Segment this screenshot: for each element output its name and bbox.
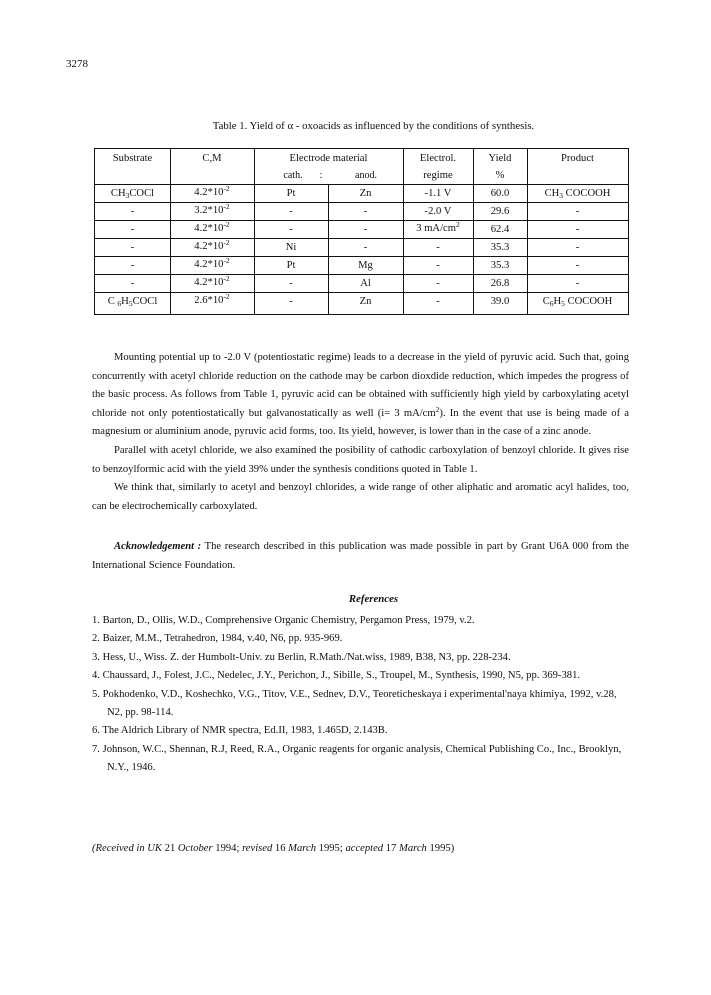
cell-substrate: - [130, 206, 135, 217]
cell-product: - [575, 206, 580, 217]
paragraph: Mounting potential up to -2.0 V (potentiostatic regime) leads to a decrease in the yield of pyruvic acid. Such that, going concurrently with acetyl chloride reduction on the cathode may be carbon dioxdide reduction, which impedes the progress of the basic process. As follows from Table 1, pyruvic acid can be obtained with sufficiently high yield by carboxylating acetyl chloride not only potentiostatically but galvanostatically as well (i= 3 $mA/cm^2$). In the event that use is being made of a magnesium or aluminium anode, pyruvic acid forms, too. Its yield, however, is lower than in the case of a zinc anode. [92, 352, 629, 438]
reference-item: 3. Hess, U., Wiss. Z. der Humbolt-Univ. zu Berlin, R.Math./Nat.wiss, 1989, B38, N3, pp. 228-234. [92, 651, 511, 663]
cell-cathode: Pt [286, 188, 296, 199]
cell-product: - [575, 224, 580, 235]
cell-cathode: Pt [286, 260, 296, 271]
cell-concentration: $4.2*10^{-2}$ [194, 274, 230, 288]
cell-substrate: $CH_3COCl$ [110, 188, 155, 200]
body-text [92, 349, 629, 516]
reference-item: 4. Chaussard, J., Folest, J.C., Nedelec, J.Y., Perichon, J., Sibille, S., Troupel, M., Synthesis, 1990, N5, pp. 369-381. [92, 670, 581, 682]
reference-item: 5. Pokhodenko, V.D., Koshechko, V.G., Titov, V.E., Sednev, D.V., Teoreticheskaya i experimental'naya khimiya, 1992, v.28, N2, pp. 98-114. [92, 688, 617, 719]
cell-yield: 35.3 [490, 242, 510, 253]
acknowledgement-label: Acknowledgement : [114, 541, 202, 552]
cell-substrate: - [130, 224, 135, 235]
cell-concentration: $4.2*10^{-2}$ [194, 238, 230, 252]
table-rule [95, 256, 628, 257]
cell-regime: -2.0 V [424, 206, 452, 217]
header-anode: anod. [355, 170, 377, 181]
header-electrolysis: Electrol. [419, 153, 457, 164]
header-percent: % [495, 170, 505, 181]
cell-cathode: Ni [285, 242, 297, 253]
page-number: 3278 [66, 58, 88, 70]
header-electrode-material: Electrode material [289, 153, 368, 164]
header-cathode: cath. [283, 170, 303, 181]
cell-concentration: $4.2*10^{-2}$ [194, 256, 230, 270]
cell-cathode: - [289, 296, 293, 307]
paragraph: We think that, similarly to acetyl and benzoyl chlorides, a wide range of other aliphatic and aromatic acyl halides, too, can be electrochemically carboxylated. [92, 482, 629, 512]
cell-anode: Al [360, 278, 371, 289]
table-rule [95, 184, 628, 185]
cell-yield: 62.4 [490, 224, 510, 235]
header-regime: regime [423, 170, 453, 181]
cell-cathode: - [289, 224, 293, 235]
table-rule [95, 238, 628, 239]
cell-yield: 29.6 [490, 206, 510, 217]
cell-concentration: $4.2*10^{-2}$ [194, 220, 230, 234]
cell-regime: -1.1 V [424, 188, 452, 199]
reference-item: 2. Baizer, M.M., Tetrahedron, 1984, v.40, N6, pp. 935-969. [92, 633, 343, 645]
cell-yield: 26.8 [490, 278, 510, 289]
cell-anode: - [363, 224, 368, 235]
acknowledgement [92, 538, 629, 575]
references-list [92, 612, 629, 778]
header-concentration: C,M [202, 153, 222, 164]
table-rule [95, 220, 628, 221]
cell-regime: - [436, 242, 440, 253]
header-yield: Yield [488, 153, 512, 164]
cell-anode: Zn [359, 296, 372, 307]
header-separator: : [319, 170, 323, 181]
cell-substrate: - [130, 260, 135, 271]
cell-substrate: - [130, 242, 135, 253]
table-rule [95, 274, 628, 275]
cell-product: - [575, 260, 580, 271]
reference-item: 1. Barton, D., Ollis, W.D., Comprehensive Organic Chemistry, Pergamon Press, 1979, v.2. [92, 615, 475, 626]
table-caption-suffix: - oxoacids as influenced by the conditions of synthesis. [293, 120, 535, 132]
reference-item: 6. The Aldrich Library of NMR spectra, Ed.II, 1983, 1.465D, 2.143B. [92, 725, 388, 737]
results-table [94, 148, 629, 315]
cell-regime: - [436, 278, 440, 289]
acknowledgement-text: The research described in this publication was made possible in part by Grant U6A 000 from the International Science Foundation. [92, 541, 629, 571]
cell-regime: - [436, 296, 440, 307]
received-dates: (Received in UK 21 October 1994; revised 16 March 1995; accepted 17 March 1995) [92, 843, 455, 854]
cell-concentration: $2.6*10^{-2}$ [194, 292, 230, 306]
reference-item: 7. Johnson, W.C., Shennan, R.J, Reed, R.A., Organic reagents for organic analysis, Chemical Publishing Co., Inc., Brooklyn, N.Y., 1946. [92, 743, 622, 774]
cell-concentration: $4.2*10^{-2}$ [194, 184, 230, 198]
cell-anode: Mg [358, 260, 373, 271]
cell-regime: - [436, 260, 440, 271]
table-rule [95, 202, 628, 203]
table-caption-alpha: α [287, 120, 294, 132]
cell-yield: 60.0 [490, 188, 510, 199]
header-product: Product [561, 153, 594, 164]
cell-cathode: - [289, 278, 293, 289]
cell-yield: 35.3 [490, 260, 510, 271]
cell-product: - [575, 278, 580, 289]
header-substrate: Substrate [112, 153, 153, 164]
cell-anode: Zn [359, 188, 372, 199]
paragraph: Parallel with acetyl chloride, we also examined the posibility of cathodic carboxylation of benzoyl chloride. It gives rise to benzoylformic acid with the yield 39% under the synthesis conditions quoted in Table 1. [92, 444, 629, 475]
cell-substrate: - [130, 278, 135, 289]
table-caption [0, 120, 711, 132]
cell-concentration: $3.2*10^{-2}$ [194, 202, 230, 216]
cell-product: $C_6H_5$ COCOOH [542, 296, 613, 308]
table-caption-prefix: Table 1. Yield of [212, 120, 288, 132]
cell-cathode: - [289, 206, 293, 217]
cell-substrate: C $_6H_5COCl$ [107, 296, 158, 308]
cell-anode: - [363, 206, 368, 217]
cell-regime: 3 $mA/cm^2$ [416, 220, 460, 234]
references-title: References [348, 593, 399, 605]
cell-yield: 39.0 [490, 296, 510, 307]
cell-anode: - [363, 242, 368, 253]
cell-product: $CH_3$ COCOOH [544, 188, 611, 200]
cell-product: - [575, 242, 580, 253]
table-rule [95, 292, 628, 293]
